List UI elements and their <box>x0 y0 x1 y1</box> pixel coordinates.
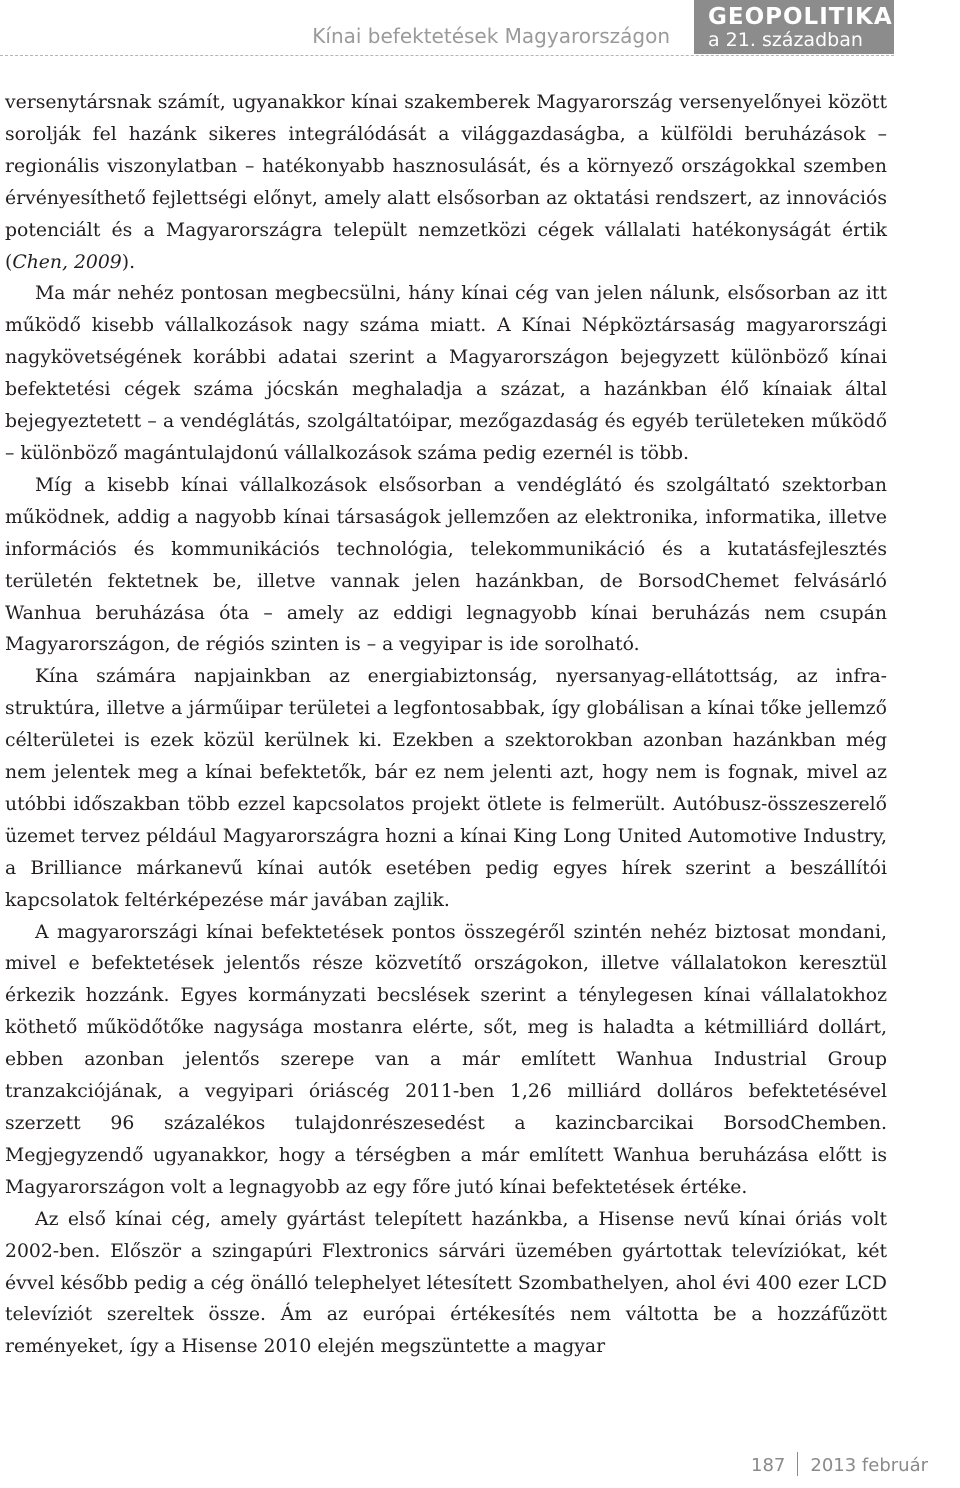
paragraph-1-end: ). <box>121 251 136 273</box>
citation: Chen, 2009 <box>12 251 122 273</box>
paragraph-2: Ma már nehéz pontosan megbecsülni, hány kínai cég van jelen nálunk, elsősorban az itt működő kisebb vállalkozások nagy száma miatt. A Kínai Népköztársaság magyarországi nagykövetségének korábbi adatai szerint a Magyarországon bejegyzett különböző kínai befektetési cégek száma jócskán meghaladja a százat, a hazánkban élő kínaiak által bejegyeztetett – a vendéglátás, szolgáltatóipar, mezőgazdaság és egyéb területeken működő – különböző magántulajdonú vállalkozások száma pedig ezernél is több. <box>5 283 887 464</box>
paragraph-5: A magyarországi kínai befektetések pontos összegéről szintén nehéz biztosat mondani, mivel e befektetések jelentős része közvetítő országokon, illetve vállalatokon keresztül érkezik hozzánk. Egyes kormányzati becslések szerint a ténylegesen kínai vállalatokhoz köthető működőtőke nagysága mostanra elérte, sőt, meg is haladta a kétmilliárd dollárt, ebben azonban jelentős szerepe van a már említett Wanhua Industrial Group tranzakciójának, a vegyipari óriáscég 2011-ben 1,26 milliárd dolláros befektetésével szerzett 96 százalékos tulajdonrészesedést a kazincbarcikai BorsodChemben. Megjegyzendő ugyanakkor, hogy a térségben a már említett Wanhua beruházása előtt is Magyarországon volt a legnagyobb az egy főre jutó kínai befektetések értéke. <box>5 921 887 1198</box>
footer-separator <box>797 1452 798 1476</box>
paragraph-1 <box>5 87 887 278</box>
running-title: Kínai befektetések Magyarországon <box>312 24 670 48</box>
paragraph-3: Míg a kisebb kínai vállalkozások elsősorban a vendéglátó és szolgáltató szektorban működnek, addig a nagyobb kínai társaságok jellemzően az elektronika, informatika, illetve információs és kommunikációs technológia, telekommunikáció és a kutatásfejlesztés területén fektetnek be, illetve vannak jelen hazánkban, de BorsodChemet felvásárló Wanhua beruházása óta – amely az eddigi legnagyobb kínai beruházás nem csupán Magyarországon, de régiós szinten is – a vegyipar is ide sorolható. <box>5 474 887 656</box>
journal-badge <box>694 0 894 54</box>
page-header <box>0 0 960 56</box>
article-body <box>5 87 887 1363</box>
journal-subtitle: a 21. században <box>708 29 863 51</box>
page-footer <box>751 1452 928 1476</box>
header-divider <box>0 55 894 56</box>
paragraph-6: Az első kínai cég, amely gyártást telepített hazánkba, a Hisense nevű kínai óriás volt 2002-ben. Először a szingapúri Flextronics sárvári üzemében gyártottak televíziókat, két évvel később pedig a cég önálló telephelyet létesített Szombathelyen, ahol évi 400 ezer LCD televíziót szereltek össze. Ám az európai értékesítés nem váltotta be a hozzáfűzött reményeket, így a Hisense 2010 elején megszüntette a magyar <box>5 1208 887 1358</box>
paragraph-4: Kína számára napjainkban az energiabiztonság, nyersanyag-ellátottság, az infrastruktúra, illetve a járműipar területei a legfontosabbak, így globálisan a kínai tőke jellemző célterületei is ezek közül kerülnek ki. Ezekben a szektorokban azonban hazánkban még nem jelentek meg a kínai befektetők, bár ez nem jelenti azt, hogy nem is fognak, mivel az utóbbi időszakban több ezzel kapcsolatos projekt ötlete is felmerült. Autóbusz-összeszerelő üzemet tervez például Magyarországra hozni a kínai King Long United Automotive Industry, a Brilliance márkanevű kínai autók esetében pedig egyes hírek szerint a beszállítói kapcsolatok feltérképezése már javában zajlik. <box>5 666 887 911</box>
page-number: 187 <box>751 1455 786 1476</box>
journal-name: GEOPOLITIKA <box>708 4 893 30</box>
paragraph-1-text: versenytársnak számít, ugyanakkor kínai szakemberek Magyarország versenyelőnyei között sorolják fel hazánk sikeres integrálódását a világgazdaságba, a külföldi beruházások – regionális viszonylatban – hatékonyabb hasznosulását, és a környező országokkal szemben érvényesíthető fejlettségi előnyt, amely alatt elsősorban az oktatási rendszert, az innovációs potenciált és a Magyarországra települt nemzetközi cégek vállalati hatékonyságát értik ( <box>5 92 887 273</box>
issue-date: 2013 február <box>810 1455 928 1476</box>
